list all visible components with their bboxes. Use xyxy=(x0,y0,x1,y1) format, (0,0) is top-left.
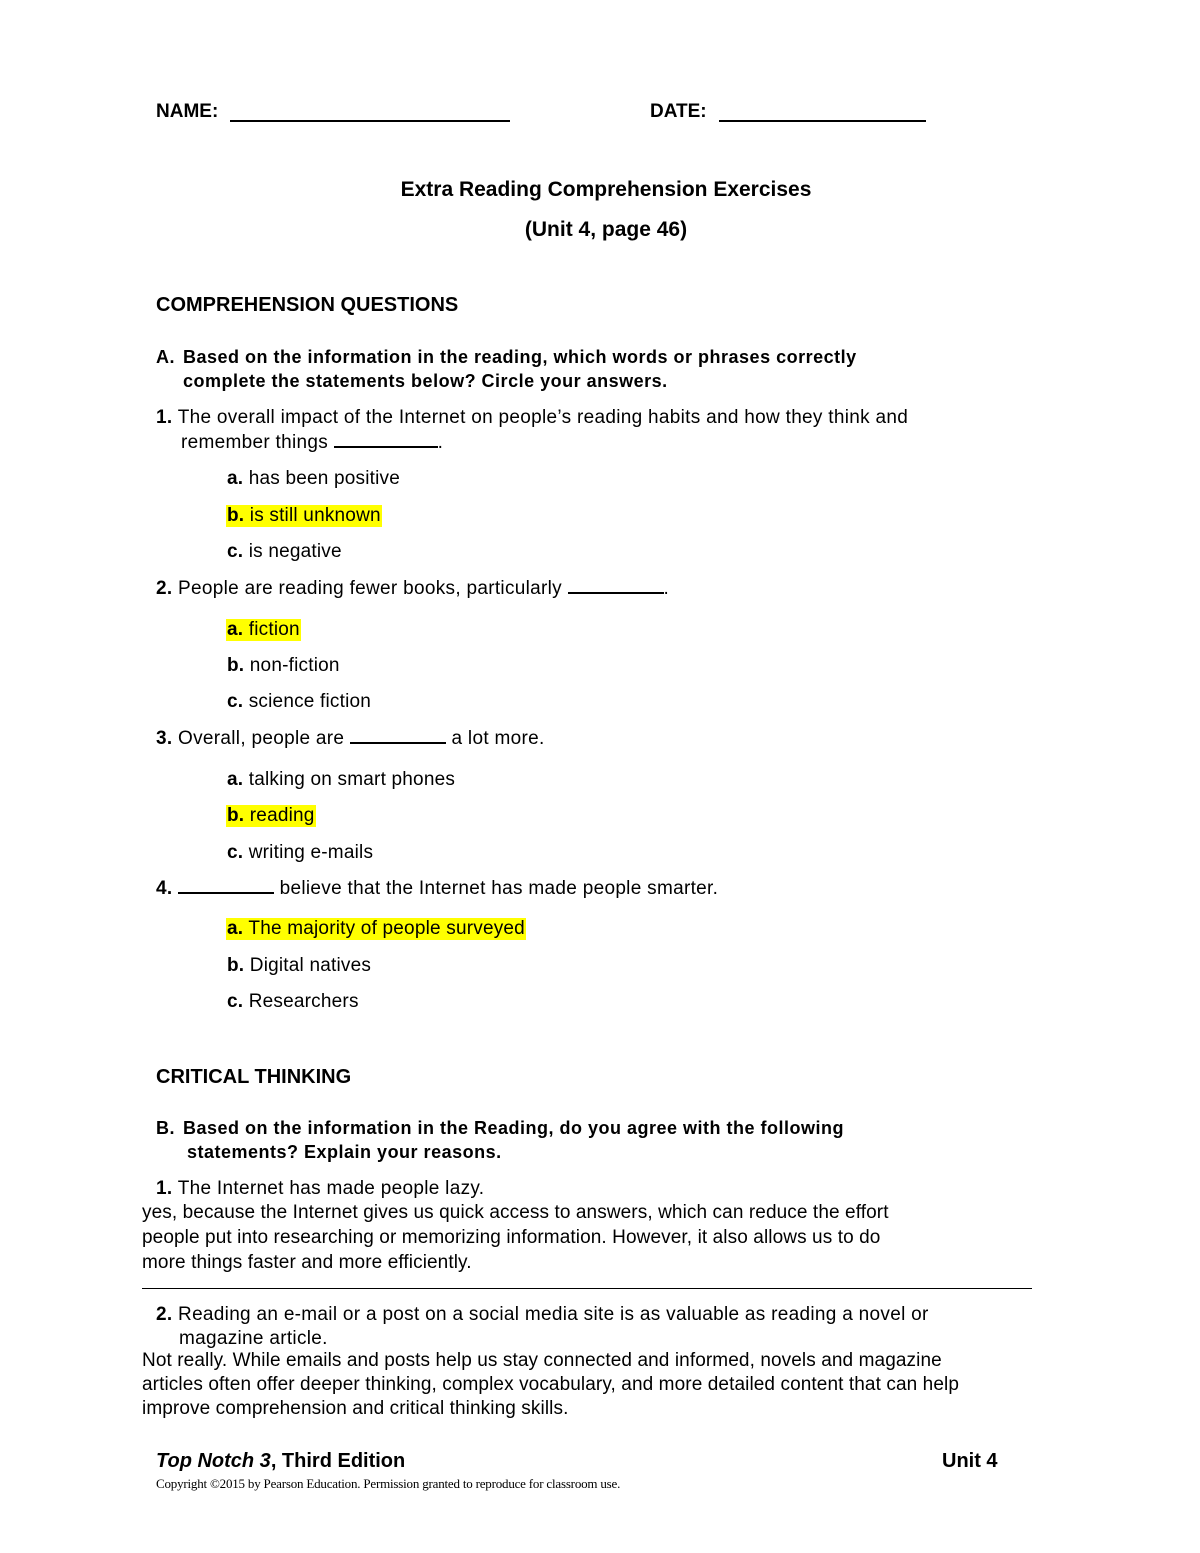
question-text: Overall, people are xyxy=(178,728,345,749)
option-text: is still unknown xyxy=(249,505,381,526)
option-letter: b. xyxy=(227,955,245,976)
option-4b[interactable] xyxy=(226,955,372,977)
option-2b[interactable] xyxy=(226,655,341,677)
name-label: NAME: xyxy=(156,101,219,122)
question-text-after: believe that the Internet has made people smarter. xyxy=(279,878,719,899)
page-subtitle: (Unit 4, page 46) xyxy=(524,218,688,241)
option-text: is negative xyxy=(248,541,342,562)
date-blank[interactable] xyxy=(719,120,926,122)
question-text: The overall impact of the Internet on people’s reading habits and how they think and xyxy=(177,407,909,428)
option-text: Digital natives xyxy=(249,955,372,976)
question-4 xyxy=(156,878,718,900)
footer-unit: Unit 4 xyxy=(942,1450,998,1472)
answer-blank xyxy=(334,432,438,448)
question-1-line2 xyxy=(181,432,443,454)
question-text: remember things xyxy=(181,432,329,453)
critical-item-2 xyxy=(156,1304,929,1326)
option-text: reading xyxy=(249,805,315,826)
option-2a[interactable] xyxy=(226,619,301,641)
option-1c[interactable] xyxy=(226,541,343,563)
question-end: . xyxy=(437,432,444,453)
option-letter: b. xyxy=(227,505,245,526)
option-text: talking on smart phones xyxy=(248,769,456,790)
question-number: 3. xyxy=(156,728,173,749)
footer-edition: , Third Edition xyxy=(270,1450,406,1472)
critical-item-1 xyxy=(156,1178,484,1200)
answer-1-line2[interactable]: people put into researching or memorizing information. However, it also allows us to do xyxy=(142,1227,881,1248)
option-4c[interactable] xyxy=(226,991,360,1013)
instruction-a-line2: complete the statements below? Circle your answers. xyxy=(183,371,668,391)
option-1b[interactable] xyxy=(226,505,382,527)
answer-2-line2[interactable]: articles often offer deeper thinking, complex vocabulary, and more detailed content that can help xyxy=(142,1374,959,1395)
instruction-b-line2: statements? Explain your reasons. xyxy=(187,1142,502,1162)
option-2c[interactable] xyxy=(226,691,372,713)
option-text: The majority of people surveyed xyxy=(248,918,525,939)
critical-item-2-line2: magazine article. xyxy=(179,1328,328,1349)
option-3c[interactable] xyxy=(226,842,374,864)
item-number: 2. xyxy=(156,1304,173,1325)
item-statement: The Internet has made people lazy. xyxy=(177,1178,485,1199)
option-letter: c. xyxy=(227,991,244,1012)
option-text: non-fiction xyxy=(249,655,340,676)
option-letter: b. xyxy=(227,805,245,826)
instruction-b-letter: B. xyxy=(156,1118,175,1138)
answer-blank xyxy=(350,728,446,744)
option-letter: a. xyxy=(227,468,244,489)
item-number: 1. xyxy=(156,1178,173,1199)
name-blank[interactable] xyxy=(230,120,510,122)
section-heading-critical: CRITICAL THINKING xyxy=(156,1066,352,1088)
option-letter: c. xyxy=(227,541,244,562)
question-number: 1. xyxy=(156,407,173,428)
answer-blank xyxy=(178,878,274,894)
footer-book-title: Top Notch 3 xyxy=(156,1450,271,1472)
option-letter: c. xyxy=(227,842,244,863)
question-3 xyxy=(156,728,545,750)
page-title: Extra Reading Comprehension Exercises xyxy=(400,178,812,201)
option-4a[interactable] xyxy=(226,918,526,940)
section-heading-comprehension: COMPREHENSION QUESTIONS xyxy=(156,294,459,316)
instruction-a-line1: Based on the information in the reading, which words or phrases correctly xyxy=(183,347,857,367)
option-text: writing e-mails xyxy=(248,842,374,863)
question-2 xyxy=(156,578,669,600)
date-label: DATE: xyxy=(650,101,707,122)
option-text: Researchers xyxy=(248,991,359,1012)
footer-book xyxy=(156,1450,405,1473)
answer-divider xyxy=(142,1288,1032,1289)
answer-blank xyxy=(568,578,664,594)
option-3b[interactable] xyxy=(226,805,316,827)
answer-1-line3[interactable]: more things faster and more efficiently. xyxy=(142,1252,472,1273)
footer-copyright: Copyright ©2015 by Pearson Education. Permission granted to reproduce for classroom use. xyxy=(156,1476,621,1491)
instruction-a-letter: A. xyxy=(156,347,175,367)
answer-2-line3[interactable]: improve comprehension and critical thinking skills. xyxy=(142,1398,569,1419)
option-letter: a. xyxy=(227,769,244,790)
option-letter: a. xyxy=(227,619,244,640)
question-number: 4. xyxy=(156,878,173,899)
option-text: fiction xyxy=(248,619,300,640)
option-1a[interactable] xyxy=(226,468,401,490)
question-text: People are reading fewer books, particularly xyxy=(178,578,562,599)
option-3a[interactable] xyxy=(226,769,456,791)
option-letter: a. xyxy=(227,918,244,939)
instruction-b-line1: Based on the information in the Reading, do you agree with the following xyxy=(183,1118,845,1138)
item-statement: Reading an e-mail or a post on a social media site is as valuable as reading a novel or xyxy=(178,1304,929,1325)
option-letter: b. xyxy=(227,655,245,676)
question-number: 2. xyxy=(156,578,173,599)
question-1 xyxy=(156,407,908,429)
option-letter: c. xyxy=(227,691,244,712)
answer-1-line1[interactable]: yes, because the Internet gives us quick access to answers, which can reduce the effort xyxy=(142,1202,889,1223)
question-end: . xyxy=(663,578,670,599)
option-text: has been positive xyxy=(248,468,401,489)
question-text-after: a lot more. xyxy=(451,728,545,749)
option-text: science fiction xyxy=(248,691,372,712)
answer-2-line1[interactable]: Not really. While emails and posts help us stay connected and informed, novels and magazine xyxy=(142,1350,942,1371)
